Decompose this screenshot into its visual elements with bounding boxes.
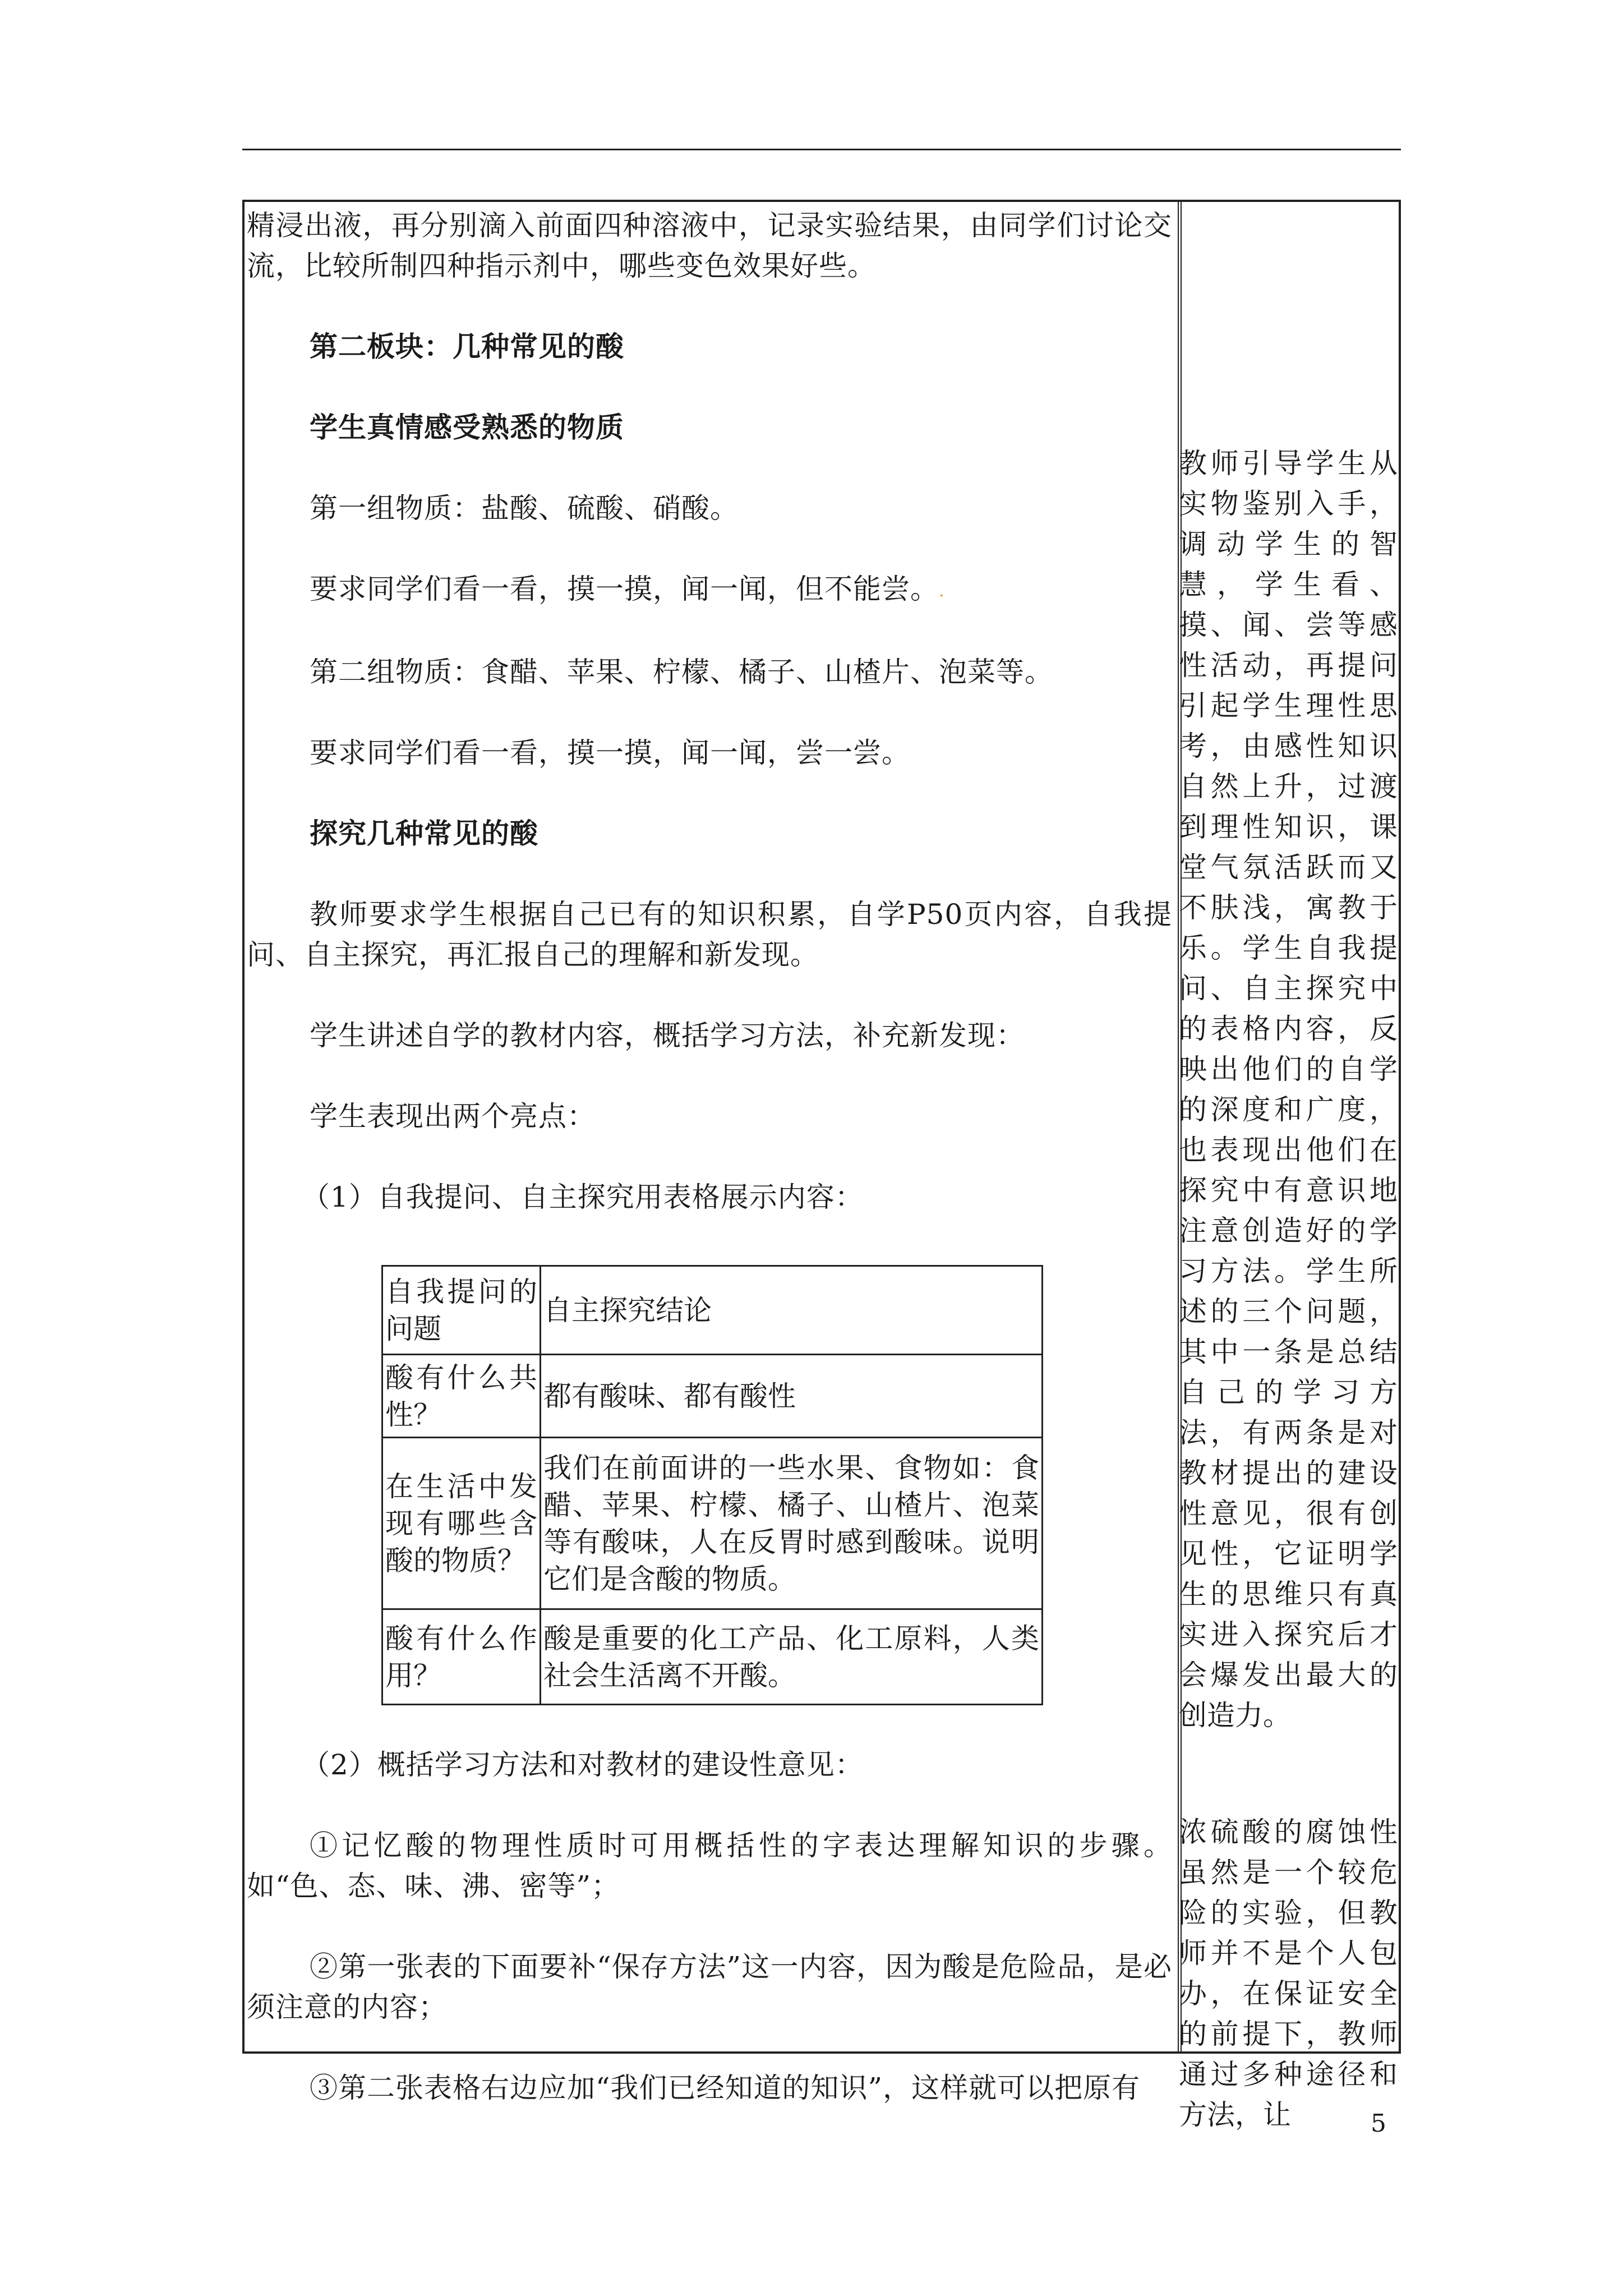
paragraph: 精浸出液，再分别滴入前面四种溶液中，记录实验结果，由同学们讨论交流，比较所制四种指示剂中，哪些变色效果好些。 <box>247 209 1172 282</box>
table-cell: 在生活中发现有哪些含酸的物质？ <box>382 1438 541 1609</box>
subheading: 探究几种常见的酸 <box>310 817 538 850</box>
table-cell: 酸是重要的化工产品、化工原料，人类社会生活离不开酸。 <box>541 1609 1043 1705</box>
page-number: 5 <box>1371 2109 1386 2138</box>
table-header-cell: 自主探究结论 <box>541 1266 1043 1355</box>
main-column-lower <box>247 1745 1172 2108</box>
table-row <box>382 1609 1043 1705</box>
table-cell: 都有酸味、都有酸性 <box>541 1355 1043 1438</box>
paragraph-text: 要求同学们看一看，摸一摸，闻一闻，但不能尝。 <box>310 573 939 605</box>
paragraph: ③第二张表格右边应加“我们已经知道的知识”，这样就可以把原有 <box>310 2072 1141 2104</box>
section-heading: 第二板块：几种常见的酸 <box>310 330 624 363</box>
table-cell: 酸有什么作用？ <box>382 1609 541 1705</box>
header-rule <box>242 149 1401 150</box>
main-column <box>247 200 1172 1217</box>
table-header-cell: 自我提问的问题 <box>382 1266 541 1355</box>
paragraph: 学生讲述自学的教材内容，概括学习方法，补充新发现： <box>310 1019 1025 1052</box>
paragraph: 第二组物质：食醋、苹果、柠檬、橘子、山楂片、泡菜等。 <box>310 656 1053 688</box>
table-row <box>382 1355 1043 1438</box>
stray-mark: . <box>939 581 945 601</box>
paragraph: 学生表现出两个亮点： <box>310 1100 596 1133</box>
paragraph: 要求同学们看一看，摸一摸，闻一闻，尝一尝。 <box>310 737 910 769</box>
table-cell: 我们在前面讲的一些水果、食物如：食醋、苹果、柠檬、橘子、山楂片、泡菜等有酸味，人在反胃时感到酸味。说明它们是含酸的物质。 <box>541 1438 1043 1609</box>
paragraph: （2）概括学习方法和对教材的建设性意见： <box>302 1749 864 1781</box>
paragraph: ②第一张表的下面要补“保存方法”这一内容，因为酸是危险品，是必须注意的内容； <box>247 1950 1172 2023</box>
subheading: 学生真情感受熟悉的物质 <box>310 411 624 444</box>
side-note: 浓硫酸的腐蚀性虽然是一个较危险的实验，但教师并不是个人包办，在保证安全的前提下，教师通过多种途径和方法，让 <box>1179 1816 1398 2131</box>
side-note: 教师引导学生从实物鉴别入手，调动学生的智慧，学生看、摸、闻、尝等感性活动，再提问引起学生理性思考，由感性知识自然上升，过渡到理性知识，课堂气氛活跃而又不肤浅，寓教于乐。学生自我提问、自主探究中的表格内容，反映出他们的自学的深度和广度，也表现出他们在探究中有意识地注意创造好的学习方法。学生所述的三个问题，其中一条是总结自己的学习方法，有两条是对教材提出的建设性意见，很有创见性，它证明学生的思维只有真实进入探究后才会爆发出最大的创造力。 <box>1179 447 1398 1732</box>
table-row <box>382 1438 1043 1609</box>
inquiry-table <box>381 1265 1043 1705</box>
table-header-row <box>382 1266 1043 1355</box>
paragraph: 第一组物质：盐酸、硫酸、硝酸。 <box>310 492 739 524</box>
paragraph: ①记忆酸的物理性质时可用概括性的字表达理解知识的步骤。如“色、态、味、沸、密等”； <box>247 1829 1172 1902</box>
paragraph: 教师要求学生根据自己已有的知识积累，自学P50页内容，自我提问、自主探究，再汇报自己的理解和新发现。 <box>247 898 1172 971</box>
paragraph <box>247 569 1172 611</box>
paragraph: （1）自我提问、自主探究用表格展示内容： <box>302 1181 864 1213</box>
table-cell: 酸有什么共性？ <box>382 1355 541 1438</box>
